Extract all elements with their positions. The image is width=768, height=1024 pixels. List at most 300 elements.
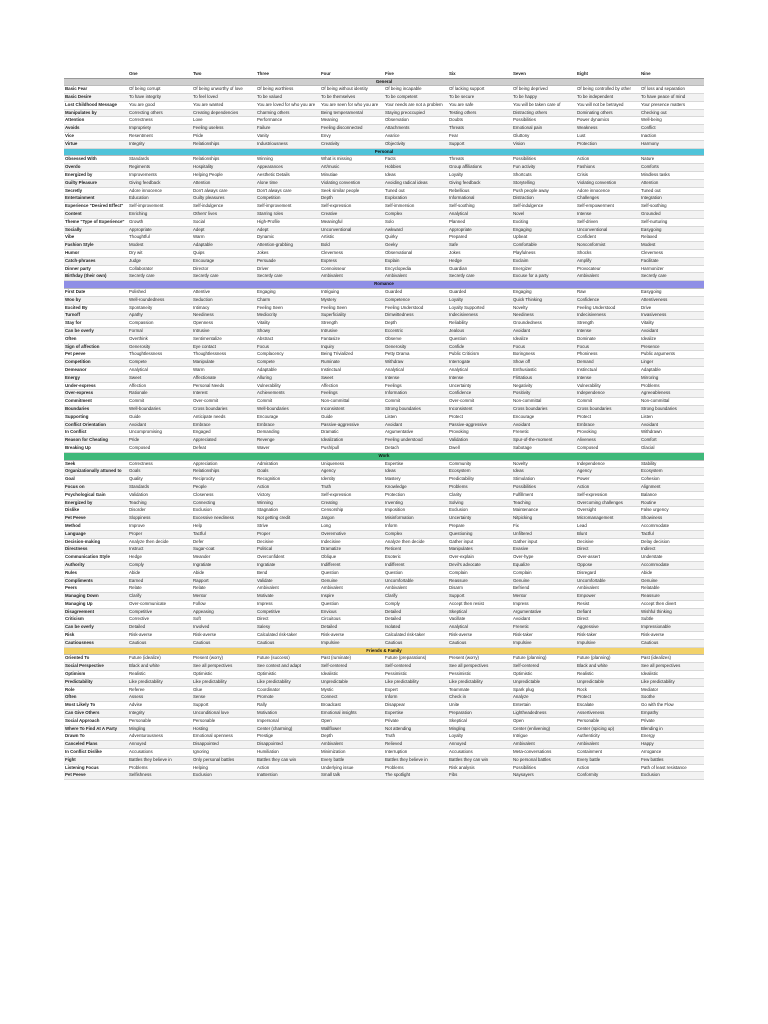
row-label: Directness — [65, 546, 88, 552]
table-cell: Personable — [577, 717, 600, 723]
table-cell: Observation — [385, 117, 409, 123]
table-cell: Excuse for a party — [513, 273, 549, 279]
table-cell: Possibilities — [513, 483, 536, 489]
table-cell: Openness — [193, 320, 214, 326]
table-cell: Impulsive — [577, 639, 596, 645]
table-cell: Past (ruminate) — [321, 655, 352, 661]
table-cell: Failure — [257, 125, 271, 131]
table-cell: Superficiality — [321, 312, 346, 318]
table-cell: Competitive — [257, 608, 281, 614]
table-cell: Problems — [129, 764, 148, 770]
row-label: Social Approach — [65, 717, 100, 723]
table-cell: Reassure — [641, 593, 660, 599]
table-cell: Sloppiness — [129, 515, 151, 521]
table-cell: Excessive neediness — [193, 515, 235, 521]
table-cell: Weakness — [577, 125, 598, 131]
table-cell: Possibilities — [513, 117, 536, 123]
table-cell: Appreciated — [193, 437, 217, 443]
table-cell: Evasive — [513, 546, 529, 552]
table-cell: Support — [449, 140, 465, 146]
table-cell: Nonconformist — [577, 242, 606, 248]
table-cell: Checking out — [641, 109, 667, 115]
table-cell: Genuine — [641, 577, 658, 583]
table-cell: Observe — [385, 335, 402, 341]
table-cell: Idealistic — [641, 671, 659, 677]
table-cell: Support — [193, 702, 209, 708]
table-cell: Rally — [257, 702, 267, 708]
table-cell: Uncertainty — [449, 382, 472, 388]
table-cell: Of being unworthy of love — [193, 86, 243, 92]
table-cell: Intriguing — [321, 289, 340, 295]
table-row — [64, 687, 704, 695]
table-row — [64, 289, 704, 297]
table-cell: Genuine — [321, 577, 338, 583]
table-cell: Action — [577, 483, 590, 489]
table-row — [64, 632, 704, 640]
table-cell: Involved — [193, 624, 210, 630]
table-cell: Cross boundaries — [577, 405, 612, 411]
table-cell: Overemotive — [321, 530, 346, 536]
column-header: Seven — [513, 71, 526, 76]
table-cell: Well-being — [641, 117, 662, 123]
table-cell: Like predictability — [193, 678, 227, 684]
table-cell: Of lacking support — [449, 86, 485, 92]
table-row — [64, 242, 704, 250]
table-cell: Unconventional — [321, 226, 352, 232]
table-cell: Accommodate — [641, 561, 670, 567]
table-cell: Idealize — [513, 335, 529, 341]
table-cell: Attachments — [385, 125, 410, 131]
table-cell: Oblique — [321, 554, 337, 560]
table-cell: Hosting — [193, 725, 208, 731]
table-cell: Sweet — [321, 374, 334, 380]
table-cell: Misinformation — [385, 515, 414, 521]
table-cell: Formal — [129, 328, 143, 333]
table-cell: Every battle — [577, 756, 601, 762]
table-cell: Feeling Understood — [385, 304, 424, 310]
table-cell: Expertise — [385, 710, 404, 716]
table-cell: Idealize — [641, 335, 657, 341]
table-cell: Encourage — [193, 257, 215, 263]
table-cell: Energy — [641, 733, 655, 739]
row-label: Criticism — [65, 616, 84, 622]
table-cell: Self-centered — [321, 663, 348, 669]
table-cell: Manipulates — [449, 546, 473, 552]
table-cell: Intense — [577, 328, 592, 333]
table-cell: Facilitate — [641, 257, 659, 263]
table-row — [64, 312, 704, 320]
table-cell: Creative — [321, 211, 338, 217]
table-row — [64, 125, 704, 133]
table-cell: Intrusive — [193, 328, 210, 333]
table-cell: Skeptical — [449, 717, 467, 723]
table-cell: Guardian — [449, 265, 468, 271]
table-cell: Loyalty Supported — [449, 304, 485, 310]
table-cell: Adept — [193, 226, 205, 232]
table-cell: Love — [193, 117, 203, 123]
table-cell: Battles they can win — [449, 756, 489, 762]
row-label: Oriented To — [65, 655, 90, 661]
table-cell: Mediator — [641, 686, 659, 692]
table-cell: Others' lives — [193, 211, 218, 217]
table-cell: Crisis — [577, 172, 588, 178]
row-label: Risk — [65, 632, 75, 638]
table-cell: Isolated — [385, 624, 401, 630]
table-row — [64, 492, 704, 500]
table-row — [64, 211, 704, 219]
table-cell: Avoidant — [513, 328, 531, 333]
table-cell: Knowledge — [385, 483, 407, 489]
table-cell: Ambivalent — [321, 585, 343, 591]
table-cell: You are seen for who you are — [321, 101, 379, 107]
table-cell: Action — [257, 764, 270, 770]
row-label: Socially — [65, 226, 82, 232]
column-header: Three — [257, 71, 269, 76]
row-label: Seek — [65, 460, 76, 466]
table-cell: Self-driven — [577, 218, 598, 224]
table-cell: Emotional insights — [321, 710, 357, 716]
table-cell: To be valued — [257, 94, 282, 100]
table-cell: Ingratiate — [193, 561, 212, 567]
table-cell: Private — [641, 717, 655, 723]
table-cell: Listen — [385, 413, 397, 419]
row-label: Psychological Gain — [65, 491, 106, 497]
table-cell: Eccentric — [385, 328, 404, 333]
table-cell: Cautious — [385, 639, 403, 645]
row-label: Conflict Orientation — [65, 421, 106, 427]
row-label: Guilty Pleasure — [65, 179, 97, 185]
table-cell: Quips — [193, 250, 205, 256]
table-cell: Generosity — [129, 343, 151, 349]
row-label: Pet peeve — [65, 351, 86, 357]
table-cell: Ambivalent — [513, 741, 535, 747]
table-cell: Reciprocity — [193, 476, 215, 482]
table-cell: Staying preoccupied — [385, 109, 425, 115]
table-cell: Impress — [257, 600, 273, 606]
table-cell: Unpredictable — [321, 678, 349, 684]
row-label: Fashion Style — [65, 242, 94, 248]
table-cell: Vanity — [257, 133, 269, 139]
table-cell: Impulsive — [321, 639, 340, 645]
table-cell: Abstract — [257, 335, 274, 341]
row-label: Avoids — [65, 125, 80, 131]
table-cell: Action — [577, 764, 590, 770]
table-cell: Relaxed — [641, 234, 658, 240]
table-cell: Conflict — [641, 125, 656, 131]
table-cell: Showiness — [641, 515, 663, 521]
table-cell: Attention — [193, 179, 211, 185]
table-cell: Truth — [385, 733, 396, 739]
table-cell: Subtle — [641, 616, 654, 622]
table-cell: Tuned out — [385, 187, 405, 193]
table-cell: Guide — [129, 413, 141, 419]
table-cell: Encourage — [257, 413, 279, 419]
table-cell: Realistic — [129, 671, 146, 677]
table-cell: Black and white — [129, 663, 160, 669]
table-cell: Adaptable — [641, 366, 661, 372]
table-cell: Instinctual — [321, 366, 341, 372]
table-cell: Loyalty — [449, 296, 463, 302]
table-cell: Seduction — [193, 296, 213, 302]
table-cell: Complex — [385, 211, 403, 217]
table-cell: Blending in — [641, 725, 663, 731]
table-cell: Independence — [577, 390, 605, 396]
table-row — [64, 367, 704, 375]
table-cell: Exclusion — [449, 507, 468, 513]
table-cell: Eye contact — [193, 343, 216, 349]
table-cell: Impressionable — [641, 624, 671, 630]
table-cell: Interruption — [385, 749, 408, 755]
row-label: Language — [65, 530, 86, 536]
table-cell: Dynamic — [257, 234, 275, 240]
table-cell: Push/pull — [321, 444, 340, 450]
table-cell: Happy — [641, 741, 654, 747]
table-cell: Mystic — [321, 686, 334, 692]
table-row — [64, 351, 704, 359]
table-cell: Mentor — [193, 593, 207, 599]
table-cell: Motivation — [257, 710, 278, 716]
table-cell: Cautious — [449, 639, 467, 645]
table-cell: Open — [321, 717, 332, 723]
table-row — [64, 406, 704, 414]
row-label: Social Perspective — [65, 663, 104, 669]
table-cell: People — [193, 483, 207, 489]
table-cell: Relationships — [193, 468, 220, 474]
table-row — [64, 437, 704, 445]
table-cell: Connoisseur — [321, 265, 346, 271]
table-cell: Escalate — [577, 702, 594, 708]
table-cell: Of being controlled by other — [577, 86, 631, 92]
row-label: Often — [65, 694, 77, 700]
table-cell: Self-improvement — [257, 203, 292, 209]
table-cell: Rebellious — [449, 187, 470, 193]
table-cell: Disappointed — [257, 741, 283, 747]
table-cell: Nature — [641, 156, 655, 162]
table-cell: Fantasize — [321, 335, 341, 341]
table-cell: Overconfident — [257, 554, 285, 560]
table-cell: Violating convention — [577, 179, 617, 185]
table-cell: Optimistic — [257, 671, 277, 677]
table-cell: Vitality — [257, 320, 270, 326]
table-cell: Censorship — [321, 507, 344, 513]
row-label: Decision-making — [65, 538, 101, 544]
table-cell: Oppose — [577, 561, 593, 567]
table-cell: Creating dependencies — [193, 109, 239, 115]
table-cell: Recognition — [257, 476, 281, 482]
table-cell: Engaging — [513, 289, 532, 295]
table-cell: To be happy — [513, 94, 537, 100]
table-cell: Power dynamics — [577, 117, 610, 123]
table-cell: Community — [449, 460, 472, 466]
table-cell: Expert — [385, 686, 398, 692]
table-cell: Nitpicking — [513, 515, 533, 521]
table-cell: Prestige — [257, 733, 274, 739]
table-cell: Playfulness — [513, 250, 536, 256]
table-cell: Self-centered — [513, 663, 540, 669]
table-cell: Guarded — [385, 289, 403, 295]
row-label: Dislike — [65, 507, 80, 513]
table-cell: Secretly care — [193, 273, 219, 279]
row-label: Turnoff — [65, 312, 81, 318]
table-cell: Salesy — [257, 624, 271, 630]
table-row — [64, 297, 704, 305]
table-cell: Self-soothing — [449, 203, 475, 209]
row-label: Communication Style — [65, 554, 110, 560]
table-cell: Adept — [257, 226, 269, 232]
table-cell: Performance — [257, 117, 283, 123]
table-cell: Impropriety — [129, 125, 151, 131]
table-row — [64, 663, 704, 671]
table-row — [64, 554, 704, 562]
row-label: Predictability — [65, 678, 93, 684]
table-cell: Comply — [129, 561, 144, 567]
table-cell: Amplify — [577, 257, 592, 263]
table-cell: Jargon — [321, 515, 335, 521]
table-cell: Risk-averse — [321, 632, 345, 638]
table-cell: Analytical — [449, 624, 468, 630]
table-cell: Sentimentalize — [193, 335, 222, 341]
table-row — [64, 383, 704, 391]
table-cell: Support — [449, 593, 465, 599]
table-cell: Earned — [129, 577, 144, 583]
table-row — [64, 133, 704, 141]
row-label: Role — [65, 686, 75, 692]
table-cell: Easygoing — [641, 289, 662, 295]
table-cell: Dimwittedness — [385, 312, 414, 318]
table-cell: Future (planning) — [513, 655, 547, 661]
row-label: Woo by — [65, 296, 81, 302]
table-cell: You are loved for who you are — [257, 101, 316, 107]
table-cell: Complex — [385, 530, 403, 536]
table-cell: Analyze then decide — [385, 538, 425, 544]
table-cell: Improvements — [129, 172, 157, 178]
table-cell: Few battles — [641, 756, 664, 762]
table-cell: Detach — [385, 444, 399, 450]
table-cell: Hospitality — [193, 164, 214, 170]
table-cell: Ignoring — [193, 749, 209, 755]
table-row — [64, 765, 704, 773]
table-cell: Uncertainty — [449, 515, 472, 521]
table-cell: Your needs are not a problem — [385, 101, 443, 107]
table-cell: Dominate — [577, 335, 596, 341]
table-cell: Adore innocence — [129, 187, 162, 193]
table-cell: Passive-aggressive — [321, 421, 360, 427]
table-cell: Defer — [193, 538, 204, 544]
table-cell: Inattention — [257, 772, 278, 778]
table-cell: Being temperamental — [321, 109, 363, 115]
table-cell: Like predictability — [641, 678, 675, 684]
table-cell: Disappear — [385, 702, 406, 708]
table-row — [64, 110, 704, 118]
table-cell: Provoking — [449, 429, 469, 435]
table-cell: Appropriate — [449, 226, 472, 232]
table-cell: To be secure — [449, 94, 475, 100]
column-header: Eight — [577, 71, 588, 76]
table-row — [64, 359, 704, 367]
table-cell: Analytical — [385, 366, 404, 372]
table-cell: Pride — [129, 437, 140, 443]
table-cell: Teaching — [513, 499, 531, 505]
table-cell: Meaningful — [321, 218, 343, 224]
table-cell: Groundedness — [513, 320, 542, 326]
row-label: Birthday (their own) — [65, 273, 107, 279]
table-cell: Distraction — [513, 195, 534, 201]
table-cell: Self-indulgence — [193, 203, 224, 209]
table-row — [64, 671, 704, 679]
table-cell: Meta-conversations — [513, 749, 552, 755]
table-row — [64, 500, 704, 508]
table-cell: Indirect — [641, 546, 656, 552]
table-cell: Modest — [641, 242, 656, 248]
table-cell: Frenetic — [513, 624, 529, 630]
row-label: Drawn To — [65, 733, 85, 739]
table-cell: Improve — [129, 522, 145, 528]
table-cell: Future (planning) — [577, 655, 611, 661]
row-label: Can be overly — [65, 328, 94, 333]
table-cell: Compassion — [129, 320, 154, 326]
table-cell: Risk-taker — [577, 632, 597, 638]
table-cell: Future (success) — [257, 655, 290, 661]
table-cell: Comfortable — [513, 242, 537, 248]
table-cell: The spotlight — [385, 772, 411, 778]
table-cell: To feel loved — [193, 94, 218, 100]
table-cell: Agreeableness — [641, 390, 671, 396]
table-cell: Stability — [641, 460, 657, 466]
table-cell: Quirky — [385, 234, 398, 240]
row-label: Over-express — [65, 390, 94, 396]
table-cell: To be independent — [577, 94, 614, 100]
table-cell: Winning — [257, 499, 273, 505]
table-row — [64, 710, 704, 718]
table-cell: Engaging — [513, 226, 532, 232]
table-cell: Present (worry) — [449, 655, 480, 661]
table-cell: Standards — [129, 156, 150, 162]
table-cell: Novelty — [513, 304, 528, 310]
table-cell: Entertain — [513, 702, 531, 708]
table-cell: Adore innocence — [577, 187, 610, 193]
column-header: Four — [321, 71, 331, 76]
table-cell: Observational — [385, 250, 413, 256]
table-cell: Vacillate — [449, 616, 466, 622]
table-cell: Competence — [385, 296, 410, 302]
table-cell: Spur-of-the-moment — [513, 437, 553, 443]
table-row — [64, 336, 704, 344]
table-cell: Express — [321, 257, 337, 263]
table-cell: Doubts — [449, 117, 463, 123]
table-cell: Comforts — [641, 164, 659, 170]
table-cell: Of being deprived — [513, 86, 548, 92]
table-cell: Empower — [577, 593, 596, 599]
table-cell: Abide — [641, 569, 653, 575]
table-cell: Glue — [193, 686, 203, 692]
table-cell: Private — [385, 717, 399, 723]
table-row — [64, 445, 704, 453]
table-cell: Emotional pain — [513, 125, 543, 131]
table-cell: Complain — [513, 569, 532, 575]
table-cell: Sabotage — [513, 444, 532, 450]
table-cell: Solo — [385, 218, 394, 224]
table-cell: Of being without identity — [321, 86, 368, 92]
table-cell: Avoidant — [513, 421, 531, 427]
table-cell: Ambivalent — [577, 273, 599, 279]
table-cell: Over-commit — [449, 398, 475, 404]
table-cell: Exciting — [513, 218, 529, 224]
table-cell: Fibs — [449, 772, 458, 778]
row-label: Optimism — [65, 671, 86, 677]
table-cell: To be competent — [385, 94, 418, 100]
table-cell: Minimization — [321, 749, 346, 755]
table-cell: Solving — [449, 499, 464, 505]
